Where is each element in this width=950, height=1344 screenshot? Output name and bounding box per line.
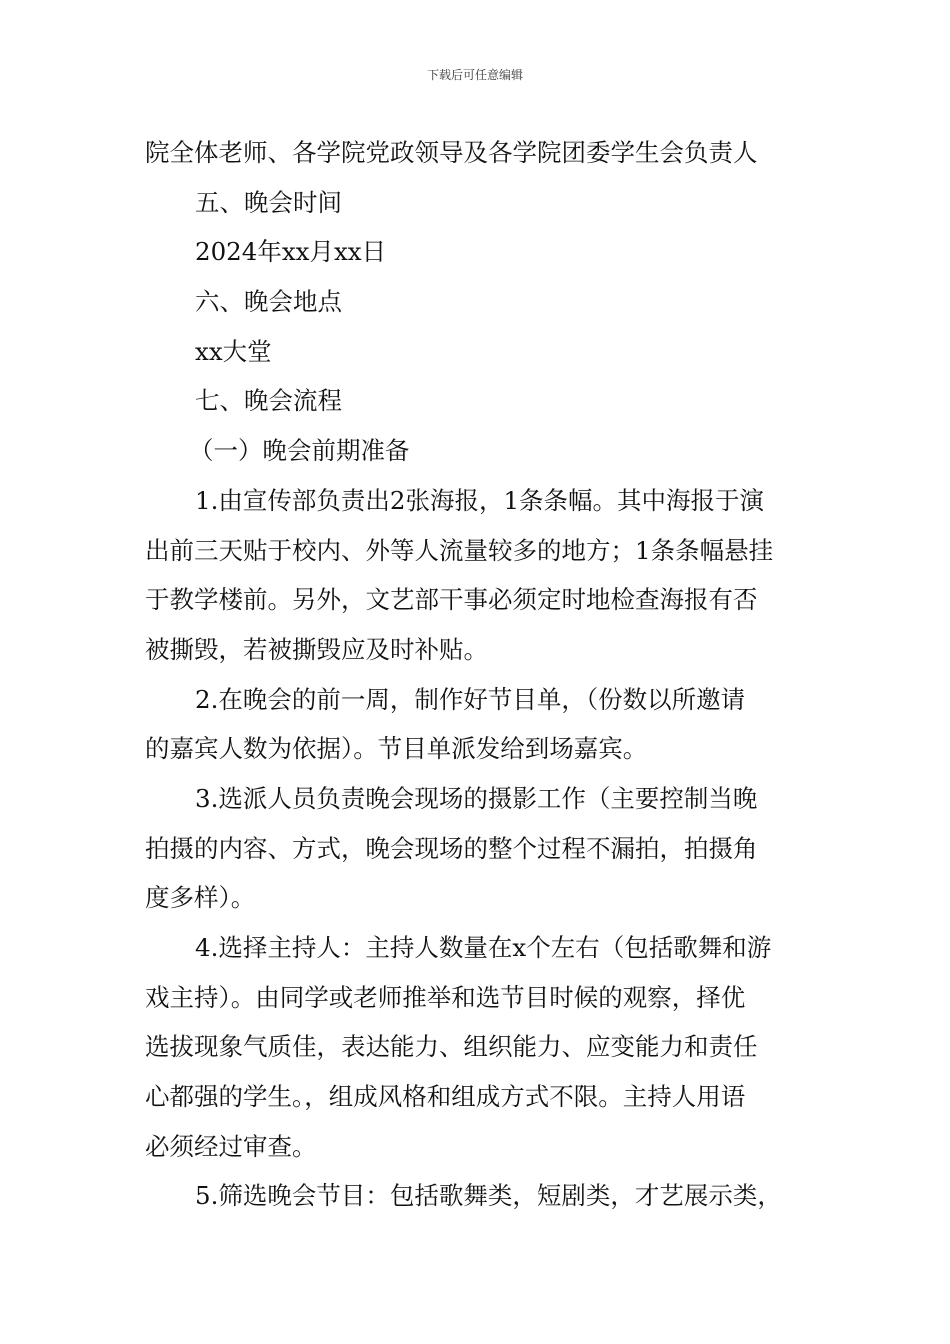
text-line: 选拔现象气质佳，表达能力、组织能力、应变能力和责任: [145, 1032, 758, 1062]
text-line: 出前三天贴于校内、外等人流量较多的地方；1条条幅悬挂: [145, 535, 774, 565]
text-line: 院全体老师、各学院党政领导及各学院团委学生会负责人: [145, 138, 758, 167]
text-line: 1.由宣传部负责出2张海报，1条条幅。其中海报于演: [195, 485, 765, 515]
text-line: 于教学楼前。另外，文艺部干事必须定时地检查海报有否: [145, 585, 758, 615]
event-date: 2024年xx月xx日: [195, 237, 387, 267]
section-heading-process: 七、晚会流程: [195, 386, 342, 416]
section-heading-venue: 六、晚会地点: [195, 287, 342, 317]
section-heading-time: 五、晚会时间: [195, 187, 342, 217]
text-line: 戏主持）。由同学或老师推举和选节目时候的观察，择优: [145, 982, 746, 1012]
text-line: 度多样）。: [145, 883, 256, 913]
document-body: [145, 128, 810, 1221]
subsection-heading-preparation: （一）晚会前期准备: [189, 436, 410, 466]
text-line: 4.选择主持人：主持人数量在x个左右（包括歌舞和游: [195, 933, 772, 962]
page-header-note: 下载后可任意编辑: [426, 68, 523, 82]
text-line: 的嘉宾人数为依据）。节目单派发给到场嘉宾。: [145, 734, 648, 764]
text-line: 5.筛选晚会节目：包括歌舞类，短剧类，才艺展示类，: [195, 1181, 782, 1211]
event-venue: xx大堂: [195, 336, 272, 366]
text-line: 必须经过审查。: [145, 1131, 317, 1161]
text-line: 心都强的学生。，组成风格和组成方式不限。主持人用语: [145, 1082, 746, 1112]
text-line: 拍摄的内容、方式，晚会现场的整个过程不漏拍，拍摄角: [145, 833, 758, 863]
text-line: 2.在晚会的前一周，制作好节目单，（份数以所邀请: [195, 684, 746, 714]
text-line: 3.选派人员负责晚会现场的摄影工作（主要控制当晚: [195, 783, 758, 813]
text-line: 被撕毁，若被撕毁应及时补贴。: [145, 634, 488, 664]
